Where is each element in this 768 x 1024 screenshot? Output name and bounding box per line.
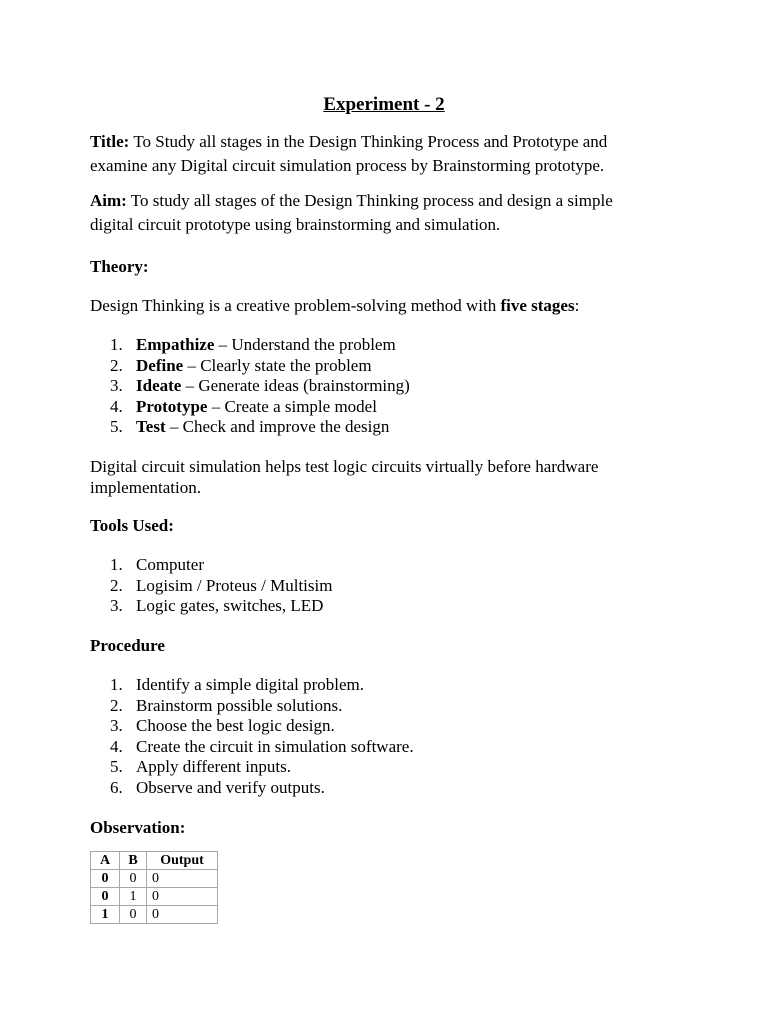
table-row [91, 906, 218, 924]
stage-name: Ideate [136, 376, 182, 395]
table-cell-output: 0 [147, 888, 218, 906]
table-row [91, 888, 218, 906]
list-number: 5. [110, 757, 123, 776]
list-number: 1. [110, 555, 123, 574]
table-cell-a: 0 [91, 870, 120, 888]
tool-text: Computer [136, 555, 204, 574]
table-cell-a: 1 [91, 906, 120, 924]
list-item [90, 576, 332, 597]
title-paragraph [90, 130, 650, 178]
theory-intro [90, 294, 650, 318]
table-cell-b: 1 [120, 888, 147, 906]
table-cell-output: 0 [147, 906, 218, 924]
list-item [90, 778, 414, 799]
list-number: 1. [110, 335, 123, 354]
list-item [90, 356, 410, 377]
experiment-heading: Experiment - 2 [323, 94, 445, 115]
procedure-step-text: Choose the best logic design. [136, 716, 335, 735]
list-number: 2. [110, 695, 123, 715]
column-header-b: B [120, 852, 147, 870]
observation-table [90, 851, 218, 924]
list-item [90, 376, 410, 397]
table-header-row [91, 852, 218, 870]
stages-list [90, 335, 410, 438]
stage-name: Define [136, 355, 184, 375]
stage-description: – Understand the problem [214, 335, 396, 354]
column-header-output: Output [147, 852, 218, 870]
table-cell-b: 0 [120, 870, 147, 888]
list-number: 2. [110, 355, 123, 375]
procedure-step-text: Identify a simple digital problem. [136, 675, 365, 694]
column-header-a: A [91, 852, 120, 870]
tool-text: Logisim / Proteus / Multisim [136, 575, 333, 595]
list-item [90, 596, 332, 617]
list-item [90, 335, 410, 356]
simulation-note: Digital circuit simulation helps test logic circuits virtually before hardware implementation. [90, 457, 599, 497]
title-label: Title: [90, 132, 130, 151]
stage-name: Test [136, 417, 166, 436]
procedure-list [90, 675, 414, 798]
procedure-step-text: Observe and verify outputs. [136, 777, 325, 797]
title-text: To Study all stages in the Design Thinking Process and Prototype and examine any Digital circuit simulation process by Brainstorming prototype. [90, 132, 608, 175]
table-cell-a: 0 [91, 888, 120, 906]
procedure-step-text: Apply different inputs. [136, 757, 292, 776]
stage-description: – Check and improve the design [165, 417, 390, 436]
table-row [91, 870, 218, 888]
procedure-step-text: Brainstorm possible solutions. [136, 695, 343, 715]
aim-label: Aim: [90, 191, 127, 210]
aim-paragraph [90, 189, 650, 237]
stage-description: – Create a simple model [207, 396, 377, 416]
list-item [90, 696, 414, 717]
list-item [90, 675, 414, 696]
list-item [90, 555, 332, 576]
list-number: 6. [110, 777, 123, 797]
list-item [90, 757, 414, 778]
stage-name: Prototype [136, 396, 208, 416]
theory-heading: Theory: [90, 257, 149, 276]
observation-heading: Observation: [90, 818, 186, 837]
stage-description: – Generate ideas (brainstorming) [181, 376, 410, 395]
theory-intro-text: Design Thinking is a creative problem-solving method with [90, 296, 501, 315]
list-number: 4. [110, 396, 123, 416]
list-number: 1. [110, 675, 123, 694]
theory-intro-end: : [574, 296, 580, 315]
list-item [90, 397, 410, 418]
list-number: 2. [110, 575, 123, 595]
tools-list [90, 555, 332, 617]
list-item [90, 417, 410, 438]
list-number: 4. [110, 736, 123, 756]
stage-description: – Clearly state the problem [183, 355, 372, 375]
theory-intro-bold: five stages [500, 296, 575, 315]
procedure-heading: Procedure [90, 636, 165, 655]
list-number: 5. [110, 417, 123, 436]
stage-name: Empathize [136, 335, 215, 354]
table-cell-b: 0 [120, 906, 147, 924]
aim-text: To study all stages of the Design Thinking process and design a simple digital circuit prototype using brainstorming and simulation. [90, 191, 613, 234]
list-item [90, 737, 414, 758]
list-number: 3. [110, 596, 123, 615]
procedure-step-text: Create the circuit in simulation software. [136, 736, 414, 756]
table-cell-output: 0 [147, 870, 218, 888]
tool-text: Logic gates, switches, LED [136, 596, 324, 615]
list-number: 3. [110, 376, 123, 395]
list-number: 3. [110, 716, 123, 735]
tools-heading: Tools Used: [90, 516, 174, 535]
list-item [90, 716, 414, 737]
